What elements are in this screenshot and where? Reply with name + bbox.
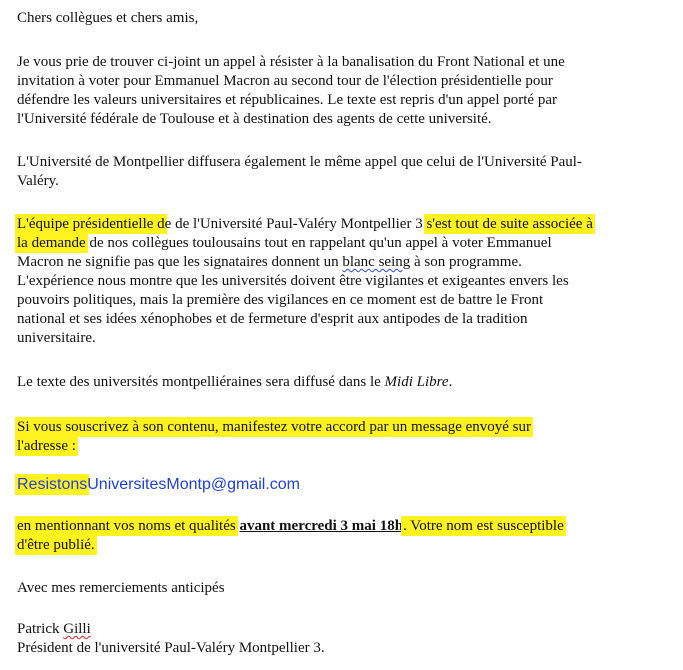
highlighted-text: l'adresse : bbox=[17, 438, 76, 454]
text-line bbox=[17, 437, 76, 456]
email-rest: UniversitesMontp@gmail.com bbox=[87, 476, 300, 493]
text-line: l'Université fédérale de Toulouse et à destination des agents de cette université. bbox=[17, 111, 492, 127]
text-span: de nos collègues toulousains tout en rappelant qu'un appel à voter Emmanuel bbox=[85, 235, 552, 251]
highlighted-text: Si vous souscrivez à son contenu, manifestez votre accord par un message envoyé sur bbox=[17, 419, 532, 435]
text-span: Le texte des universités montpelliéraines sera diffusé dans le bbox=[17, 374, 385, 390]
text-line bbox=[17, 418, 531, 437]
text-span: Macron ne signifie pas que les signataires donnent un bbox=[17, 254, 343, 270]
text-line: universitaire. bbox=[17, 330, 96, 346]
closing-line: Avec mes remerciements anticipés bbox=[17, 580, 225, 596]
highlighted-text: s'est tout de suite associée à bbox=[426, 216, 593, 232]
text-span: e de l'Université Paul-Valéry Montpellier 3 bbox=[164, 216, 427, 232]
text-line bbox=[17, 517, 564, 536]
highlighted-text: . Votre nom est susceptible bbox=[403, 518, 564, 534]
text-line: défendre les valeurs universitaires et républicaines. Le texte est repris d'un appel porté par bbox=[17, 92, 557, 108]
highlighted-text: la demande bbox=[17, 235, 86, 251]
deadline-text: avant mercredi 3 mai 18h bbox=[239, 518, 404, 534]
newspaper-name: Midi Libre bbox=[384, 374, 449, 390]
text-line bbox=[17, 536, 95, 555]
text-line: Valéry. bbox=[17, 173, 59, 189]
text-line: L'Université de Montpellier diffusera également le même appel que celui de l'Université Paul- bbox=[17, 154, 582, 170]
highlighted-text: d'être publié. bbox=[17, 537, 95, 553]
grammar-underlined-text: blanc seing bbox=[342, 254, 411, 270]
first-name: Patrick bbox=[17, 621, 64, 637]
last-name: Gilli bbox=[63, 621, 91, 637]
email-link[interactable] bbox=[17, 474, 300, 495]
text-line bbox=[17, 253, 522, 272]
highlighted-text: L'équipe présidentielle d bbox=[17, 216, 165, 232]
signature-name bbox=[17, 620, 91, 639]
text-span: . bbox=[448, 374, 453, 390]
text-line: national et ses idées xénophobes et de fermeture d'esprit aux antipodes de la tradition bbox=[17, 311, 528, 327]
email-highlighted-part: Resistons bbox=[17, 476, 88, 493]
greeting: Chers collègues et chers amis, bbox=[17, 10, 199, 26]
text-line bbox=[17, 234, 552, 253]
text-line bbox=[17, 215, 593, 234]
text-span: à son programme. bbox=[410, 254, 522, 270]
signature-title: Président de l'université Paul-Valéry Montpellier 3. bbox=[17, 640, 325, 656]
text-line: pouvoirs politiques, mais la première des vigilances en ce moment est de battre le Front bbox=[17, 292, 544, 308]
text-line: L'expérience nous montre que les universités doivent être vigilantes et exigeantes envers les bbox=[17, 273, 569, 289]
highlighted-text: en mentionnant vos noms et qualités bbox=[17, 518, 236, 534]
text-line: invitation à voter pour Emmanuel Macron au second tour de l'élection présidentielle pour bbox=[17, 73, 553, 89]
text-line: Je vous prie de trouver ci-joint un appel à résister à la banalisation du Front National et une bbox=[17, 54, 565, 70]
paragraph-midi-libre bbox=[17, 373, 452, 392]
